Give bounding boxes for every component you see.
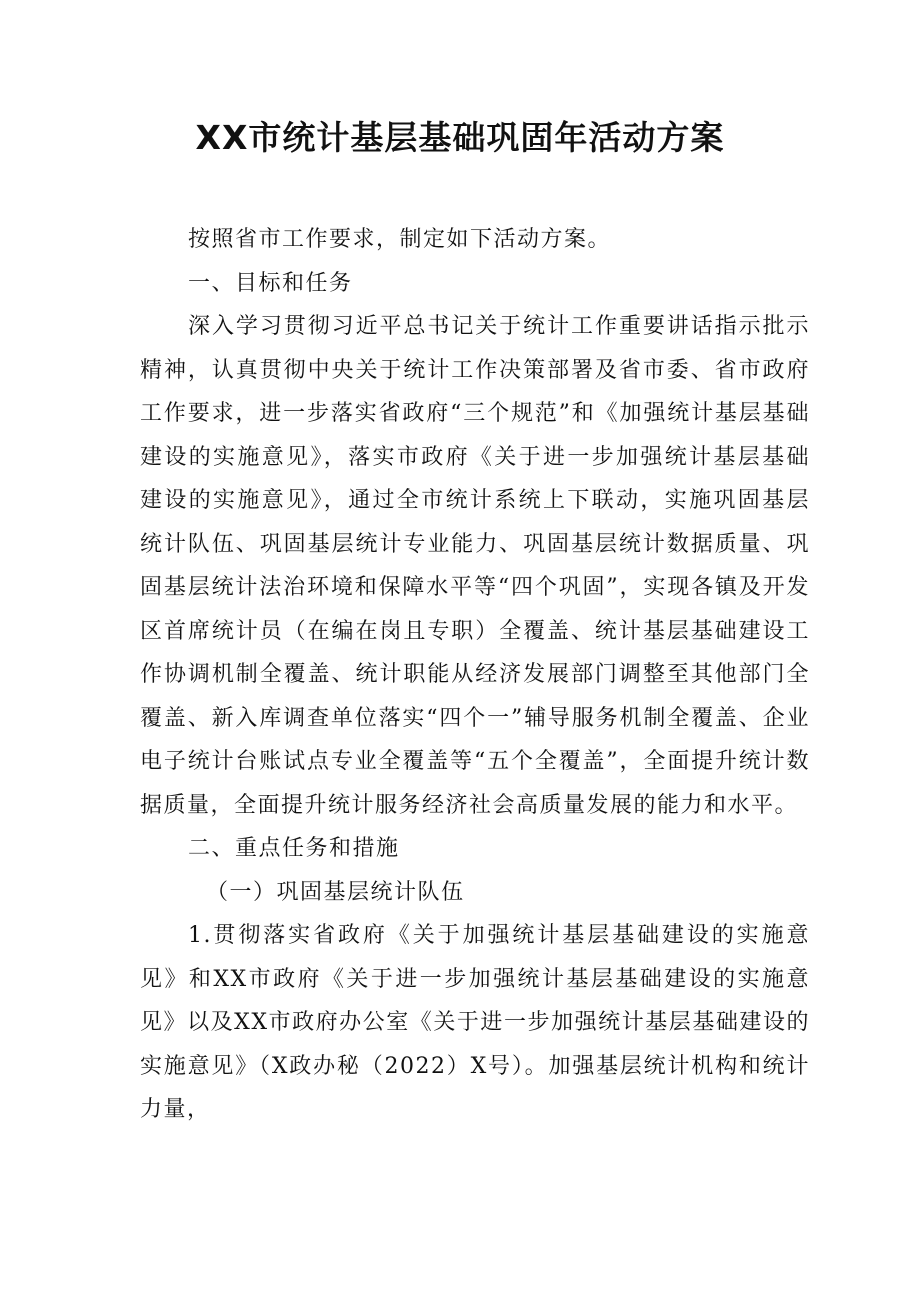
section-heading-1: 一、目标和任务 bbox=[188, 270, 353, 296]
section-1-paragraph: 深入学习贯彻习近平总书记关于统计工作重要讲话指示批示精神，认真贯彻中央关于统计工作决策部署及省市委、省市政府工作要求，进一步落实省政府“三个规范”和《加强统计基层基础建设的实施意见》，落实市政府《关于进一步加强统计基层基础建设的实施意见》，通过全市统计系统上下联动，实施巩固基层统计队伍、巩固基层统计专业能力、巩固基层统计数据质量、巩固基层统计法治环境和保障水平等“四个巩固”，实现各镇及开发区首席统计员（在编在岗且专职）全覆盖、统计基层基础建设工作协调机制全覆盖、统计职能从经济发展部门调整至其他部门全覆盖、新入库调查单位落实“四个一”辅导服务机制全覆盖、企业电子统计台账试点专业全覆盖等“五个全覆盖”，全面提升统计数据质量，全面提升统计服务经济社会高质量发展的能力和水平。 bbox=[140, 314, 810, 818]
section-heading-2: 二、重点任务和措施 bbox=[188, 836, 400, 861]
document-body bbox=[140, 218, 810, 1132]
intro-paragraph: 按照省市工作要求，制定如下活动方案。 bbox=[188, 227, 612, 252]
document-title: XX市统计基层基础巩固年活动方案 bbox=[195, 118, 725, 157]
subsection-heading-1: （一）巩固基层统计队伍 bbox=[206, 879, 465, 905]
item-1-paragraph: 1.贯彻落实省政府《关于加强统计基层基础建设的实施意见》和XX市政府《关于进一步加强统计基层基础建设的实施意见》以及XX市政府办公室《关于进一步加强统计基层基础建设的实施意见》（X政办秘（2022）X号）。加强基层统计机构和统计力量， bbox=[140, 923, 810, 1122]
